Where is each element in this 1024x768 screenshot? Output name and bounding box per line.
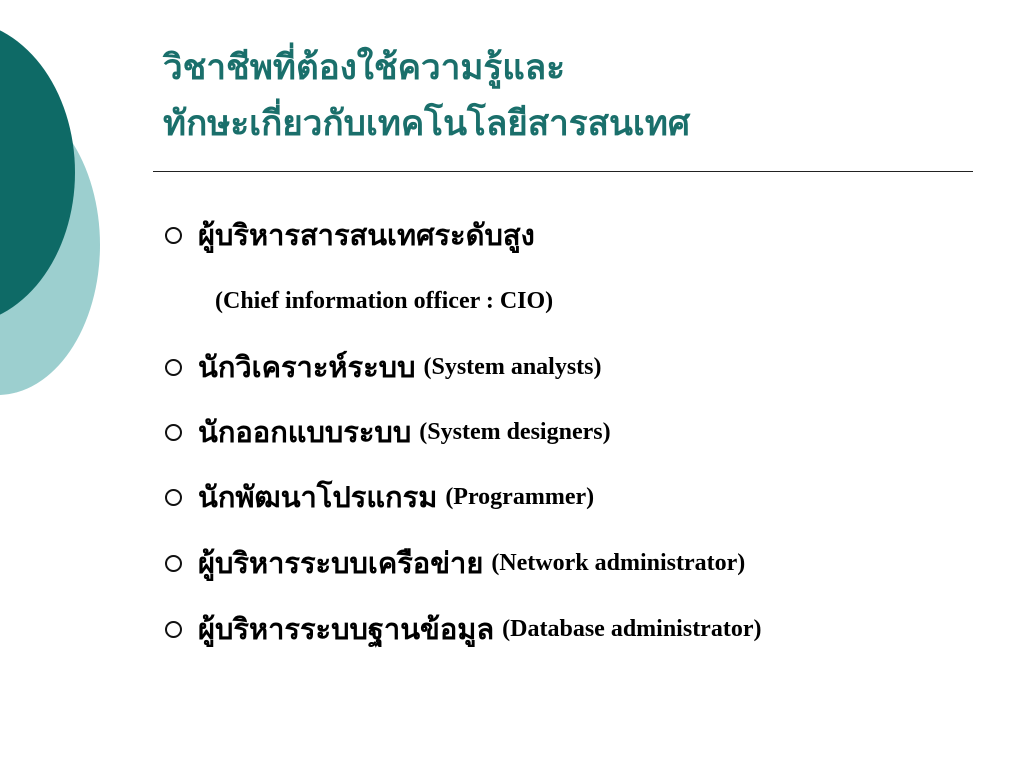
- bullet-circle-icon: [165, 555, 182, 572]
- slide-title-line-1: วิชาชีพที่ต้องใช้ความรู้และ: [163, 48, 566, 87]
- bullet-item-database-administrator: [165, 606, 761, 652]
- bullet-circle-icon: [165, 489, 182, 506]
- bullet-circle-icon: [165, 621, 182, 638]
- bullet-english-text: (Database administrator): [502, 615, 762, 642]
- bullet-item-programmer: [165, 474, 594, 520]
- bullet-item-network-administrator: [165, 540, 745, 586]
- bullet-circle-icon: [165, 227, 182, 244]
- bullet-thai-text: ผู้บริหารระบบเครือข่าย: [198, 548, 484, 580]
- bullet-english-text: (Network administrator): [491, 549, 746, 576]
- bullet-english-text: (Programmer): [445, 483, 595, 510]
- slide-title: [163, 40, 983, 152]
- bullet-thai-text: นักพัฒนาโปรแกรม: [198, 482, 438, 514]
- title-divider: [153, 171, 973, 172]
- bullet-circle-icon: [165, 359, 182, 376]
- bullet-english-text: (System designers): [419, 418, 611, 445]
- slide-title-line-2: ทักษะเกี่ยวกับเทคโนโลยีสารสนเทศ: [163, 104, 691, 143]
- bullet-circle-icon: [165, 424, 182, 441]
- bullet-subline-cio: (Chief information officer : CIO): [215, 288, 554, 314]
- bullet-item-cio: [165, 212, 535, 258]
- bullet-thai-text: นักวิเคราะห์ระบบ: [198, 352, 416, 384]
- bullet-item-system-designers: [165, 409, 611, 455]
- bullet-item-system-analysts: [165, 344, 602, 390]
- bullet-thai-text: นักออกแบบระบบ: [198, 417, 412, 449]
- bullet-thai-text: ผู้บริหารระบบฐานข้อมูล: [198, 614, 495, 646]
- bullet-thai-text: ผู้บริหารสารสนเทศระดับสูง: [198, 220, 535, 252]
- bullet-english-text: (System analysts): [423, 353, 602, 380]
